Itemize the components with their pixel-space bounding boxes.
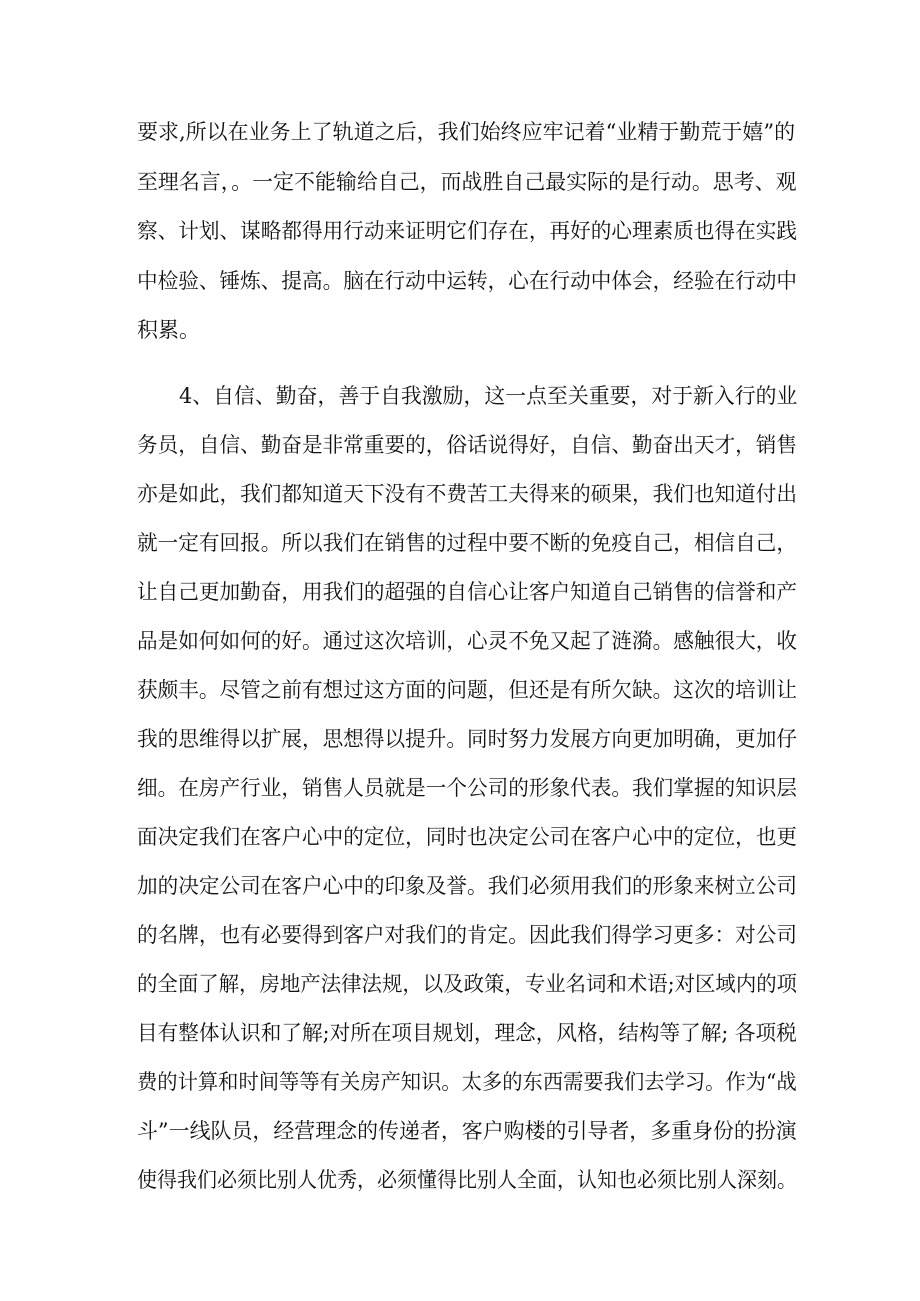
paragraph-2-line-16: 斗”一线队员，经营理念的传递者，客户购楼的引导者，多重身份的扮演 — [137, 1119, 797, 1143]
paragraph-2-line-4: 就一定有回报。所以我们在销售的过程中要不断的免疫自己，相信自己， — [137, 531, 797, 555]
paragraph-1-line-1: 要求,所以在业务上了轨道之后，我们始终应牢记着“业精于勤荒于嬉”的 — [137, 120, 796, 144]
paragraph-2-line-8: 我的思维得以扩展，思想得以提升。同时努力发展方向更加明确，更加仔 — [137, 727, 797, 751]
paragraph-2-line-7: 获颇丰。尽管之前有想过这方面的问题，但还是有所欠缺。这次的培训让 — [137, 678, 797, 702]
paragraph-1-line-3: 察、计划、谋略都得用行动来证明它们存在，再好的心理素质也得在实践 — [137, 219, 797, 243]
paragraph-2-line-9: 细。在房产行业，销售人员就是一个公司的形象代表。我们掌握的知识层 — [137, 776, 797, 800]
paragraph-2-line-3: 亦是如此，我们都知道天下没有不费苦工夫得来的硕果，我们也知道付出 — [137, 482, 797, 506]
paragraph-2-line-10: 面决定我们在客户心中的定位，同时也决定公司在客户心中的定位，也更 — [137, 825, 797, 849]
paragraph-2-line-2: 务员，自信、勤奋是非常重要的，俗话说得好，自信、勤奋出天才，销售 — [137, 433, 797, 457]
paragraph-2-line-5: 让自己更加勤奋，用我们的超强的自信心让客户知道自己销售的信誉和产 — [137, 580, 797, 604]
paragraph-2-line-14: 目有整体认识和了解;对所在项目规划，理念，风格，结构等了解; 各项税 — [137, 1021, 797, 1045]
paragraph-1-line-2: 至理名言，。一定不能输给自己，而战胜自己最实际的是行动。思考、观 — [137, 170, 797, 194]
paragraph-2-line-17: 使得我们必须比别人优秀，必须懂得比别人全面，认知也必须比别人深刻。 — [137, 1168, 798, 1192]
paragraph-2-line-13: 的全面了解，房地产法律法规，以及政策，专业名词和术语;对区域内的项 — [137, 972, 798, 996]
paragraph-2-line-1: 4、自信、勤奋，善于自我激励，这一点至关重要，对于新入行的业 — [179, 384, 798, 408]
paragraph-2-line-11: 加的决定公司在客户心中的印象及誉。我们必须用我们的形象来树立公司 — [137, 874, 797, 898]
paragraph-2-line-12: 的名牌，也有必要得到客户对我们的肯定。因此我们得学习更多：对公司 — [137, 923, 797, 947]
paragraph-1-line-4: 中检验、锤炼、提高。脑在行动中运转，心在行动中体会，经验在行动中 — [137, 269, 797, 293]
paragraph-1-line-5: 积累。 — [137, 318, 200, 342]
paragraph-2-line-15: 费的计算和时间等等有关房产知识。太多的东西需要我们去学习。作为“战 — [137, 1070, 797, 1094]
paragraph-2-line-6: 品是如何如何的好。通过这次培训，心灵不免又起了涟漪。感触很大，收 — [137, 629, 797, 653]
